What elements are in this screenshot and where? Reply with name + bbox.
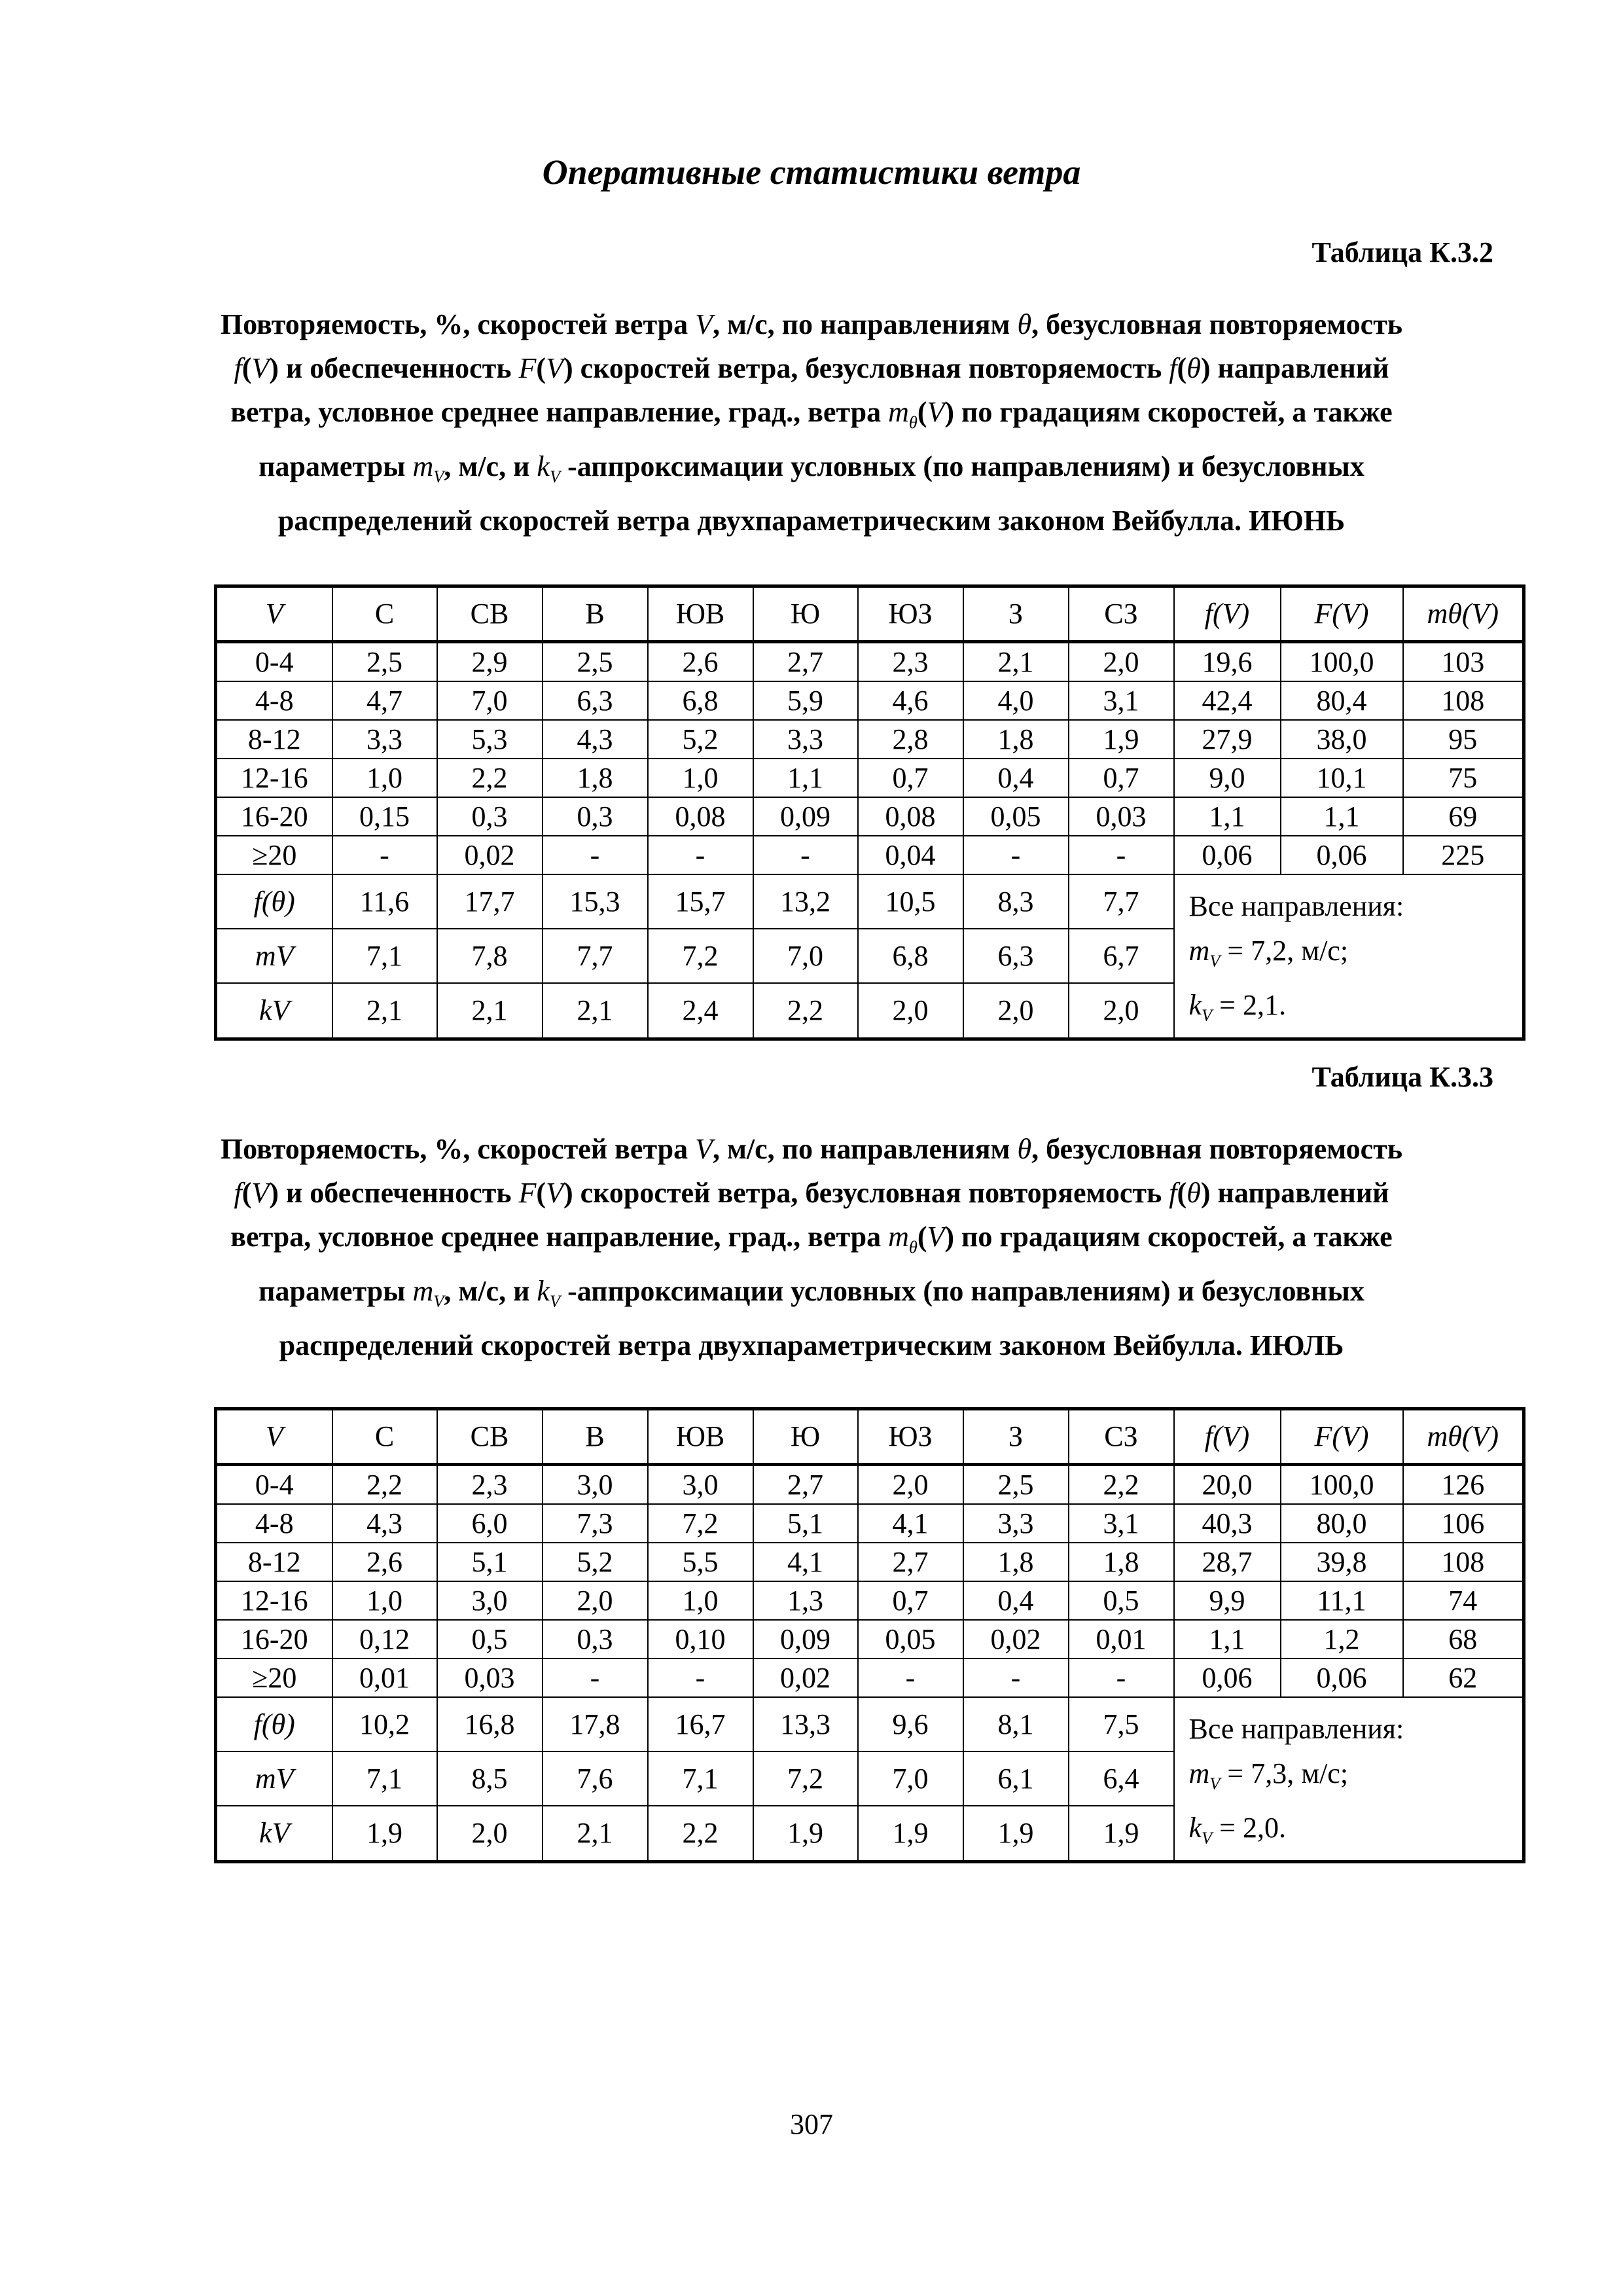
table-cell: 2,1 [437,983,543,1039]
table-cell: 108 [1403,681,1524,720]
table-cell: 17,8 [543,1697,648,1751]
column-header: mθ(V) [1403,1409,1524,1465]
table-cell: 1,1 [1174,1620,1281,1659]
table-cell: - [543,836,648,874]
column-header: ЮЗ [858,1409,963,1465]
table-cell: 7,7 [1069,874,1174,929]
table-cell: 74 [1403,1581,1524,1620]
speed-gradation: ≥20 [216,836,332,874]
table-cell: 1,9 [963,1806,1069,1861]
column-header: З [963,586,1069,642]
table-cell: 0,10 [648,1620,753,1659]
all-directions-summary [1174,1697,1524,1861]
table-cell: 7,0 [753,929,858,983]
table-cell: 2,5 [963,1465,1069,1505]
table-cell: 1,0 [332,759,437,797]
table-cell: 1,8 [963,1543,1069,1581]
table-cell: 80,4 [1281,681,1403,720]
table-row [216,797,1524,836]
speed-gradation: 4-8 [216,681,332,720]
table-cell: 8,5 [437,1751,543,1806]
speed-gradation: 16-20 [216,797,332,836]
table-cell: 3,0 [543,1465,648,1505]
table-cell: - [753,836,858,874]
table-cell: 6,4 [1069,1751,1174,1806]
month-label: ИЮЛЬ [1249,1329,1344,1361]
table-cell: 0,5 [1069,1581,1174,1620]
table-cell: 10,1 [1281,759,1403,797]
row-label: f(θ) [216,1697,332,1751]
table-number: Таблица К.3.3 [1311,1061,1493,1093]
speed-gradation: 4-8 [216,1504,332,1543]
table-cell: 2,2 [437,759,543,797]
table-cell: 2,7 [858,1543,963,1581]
table-cell: 1,8 [543,759,648,797]
table-cell: 1,0 [648,1581,753,1620]
column-header: В [543,586,648,642]
table-row [216,681,1524,720]
table-cell: 4,1 [753,1543,858,1581]
table-cell: 2,1 [543,983,648,1039]
column-header: V [216,586,332,642]
table-cell: 0,3 [543,797,648,836]
table-cell: 6,3 [543,681,648,720]
table-cell: 0,05 [963,797,1069,836]
table-cell: 2,0 [858,983,963,1039]
table-cell: 1,8 [1069,1543,1174,1581]
table-cell: - [963,836,1069,874]
table-cell: - [1069,1659,1174,1697]
table-cell: 39,8 [1281,1543,1403,1581]
column-header: СВ [437,1409,543,1465]
table-cell: 1,9 [1069,1806,1174,1861]
table-cell: 1,9 [753,1806,858,1861]
all-directions-kv: $k_V = 2,0$. [1188,1811,1286,1848]
table-cell: 2,5 [332,642,437,682]
table-cell: 0,02 [753,1659,858,1697]
table-cell: 0,09 [753,797,858,836]
column-header: F(V) [1281,1409,1403,1465]
column-header: Ю [753,1409,858,1465]
table-cell: 80,0 [1281,1504,1403,1543]
table-cell: 40,3 [1174,1504,1281,1543]
row-label: mV [216,1751,332,1806]
table-cell: 0,06 [1174,836,1281,874]
table-cell: 2,6 [332,1543,437,1581]
table-cell: 1,1 [753,759,858,797]
table-cell: 5,1 [437,1543,543,1581]
table-cell: 7,1 [648,1751,753,1806]
table-cell: 1,0 [332,1581,437,1620]
header-row [216,586,1524,642]
table-cell: 0,15 [332,797,437,836]
table-cell: 0,06 [1281,1659,1403,1697]
table-cell: 0,08 [648,797,753,836]
all-directions-summary [1174,874,1524,1039]
table-cell: 1,9 [1069,720,1174,759]
table-cell: 7,8 [437,929,543,983]
table-cell: 6,7 [1069,929,1174,983]
table-cell: 2,1 [543,1806,648,1861]
table-caption: Повторяемость, %, скоростей ветра V, м/с, по направлениям θ, безусловная повторяемость f(V) и обеспеченность F(V) скоростей ветра, безусловная повторяемость f(θ) направлений ветра, условное среднее направление, град., ветра $m_\theta(V)$ по градациям скоростей, а также параметры $m_V$, м/с, и $k_V$ -аппроксимации условных (по направлениям) и безусловных распределений скоростей ветра двухпараметрическим законом Вейбулла. ИЮНЬ [220,308,1403,537]
table-cell: 0,09 [753,1620,858,1659]
table-cell: 9,0 [1174,759,1281,797]
table-cell: - [858,1659,963,1697]
table-cell: 4,7 [332,681,437,720]
table-cell: 5,1 [753,1504,858,1543]
table-cell: 100,0 [1281,642,1403,682]
table-cell: 0,06 [1281,836,1403,874]
table-cell: 2,5 [543,642,648,682]
table-cell: 0,4 [963,759,1069,797]
column-header: СЗ [1069,1409,1174,1465]
table-cell: 6,0 [437,1504,543,1543]
table-cell: 2,1 [332,983,437,1039]
table-cell: 0,12 [332,1620,437,1659]
table-cell: 7,2 [648,929,753,983]
table-cell: 7,5 [1069,1697,1174,1751]
table-cell: 4,6 [858,681,963,720]
column-header: F(V) [1281,586,1403,642]
table-cell: 0,7 [1069,759,1174,797]
column-header: V [216,1409,332,1465]
table-cell: 16,8 [437,1697,543,1751]
table-cell: 5,3 [437,720,543,759]
table-cell: 0,4 [963,1581,1069,1620]
table-cell: 20,0 [1174,1465,1281,1505]
table-cell: 2,9 [437,642,543,682]
table-cell: 2,4 [648,983,753,1039]
table-cell: 7,3 [543,1504,648,1543]
table-cell: 4,0 [963,681,1069,720]
table-row [216,1659,1524,1697]
table-cell: 2,0 [543,1581,648,1620]
table-cell: - [1069,836,1174,874]
speed-gradation: 12-16 [216,759,332,797]
table-cell: 108 [1403,1543,1524,1581]
table-cell: 69 [1403,797,1524,836]
all-directions-mv: $m_V = 7,2$, м/с; [1188,935,1349,971]
table-cell: 3,1 [1069,1504,1174,1543]
table-cell: 0,06 [1174,1659,1281,1697]
table-cell: 10,2 [332,1697,437,1751]
table-cell: 2,7 [753,1465,858,1505]
table-cell: 1,9 [858,1806,963,1861]
wind-statistics-table [214,1407,1525,1863]
table-cell: 1,0 [648,759,753,797]
table-cell: - [543,1659,648,1697]
table-cell: 8,1 [963,1697,1069,1751]
wind-statistics-table [214,584,1525,1041]
table-cell: 1,8 [963,720,1069,759]
all-directions-title: Все направления: [1188,1713,1404,1745]
table-cell: - [963,1659,1069,1697]
table-cell: 0,05 [858,1620,963,1659]
all-directions-mv: $m_V = 7,3$, м/с; [1188,1757,1349,1793]
table-cell: 126 [1403,1465,1524,1505]
table-cell: 11,1 [1281,1581,1403,1620]
column-header: С [332,586,437,642]
table-cell: 10,5 [858,874,963,929]
table-caption: Повторяемость, %, скоростей ветра V, м/с, по направлениям θ, безусловная повторяемость f(V) и обеспеченность F(V) скоростей ветра, безусловная повторяемость f(θ) направлений ветра, условное среднее направление, град., ветра $m_\theta(V)$ по градациям скоростей, а также параметры $m_V$, м/с, и $k_V$ -аппроксимации условных (по направлениям) и безусловных распределений скоростей ветра двухпараметрическим законом Вейбулла. ИЮЛЬ [220,1133,1403,1361]
table-cell: 5,2 [543,1543,648,1581]
table-cell: 2,0 [1069,642,1174,682]
table-cell: 7,0 [858,1751,963,1806]
column-header: Ю [753,586,858,642]
table-cell: 1,1 [1281,797,1403,836]
column-header: С [332,1409,437,1465]
table-row [216,720,1524,759]
column-header: В [543,1409,648,1465]
table-cell: 1,2 [1281,1620,1403,1659]
row-label: kV [216,983,332,1039]
table-cell: 6,3 [963,929,1069,983]
table-cell: 0,7 [858,1581,963,1620]
speed-gradation: ≥20 [216,1659,332,1697]
table-cell: 0,01 [332,1659,437,1697]
section-title: Оперативные статистики ветра [542,152,1081,192]
table-cell: 6,8 [858,929,963,983]
table-cell: 2,2 [332,1465,437,1505]
table-cell: 2,7 [753,642,858,682]
table-cell: 95 [1403,720,1524,759]
table-cell: 2,0 [437,1806,543,1861]
column-header: З [963,1409,1069,1465]
table-cell: 5,2 [648,720,753,759]
table-row [216,1581,1524,1620]
table-cell: 42,4 [1174,681,1281,720]
table-row [216,1465,1524,1505]
table-cell: 0,5 [437,1620,543,1659]
table-cell: 4,3 [543,720,648,759]
table-cell: 225 [1403,836,1524,874]
header-row [216,1409,1524,1465]
table-cell: 6,1 [963,1751,1069,1806]
table-cell: 7,7 [543,929,648,983]
column-header: f(V) [1174,1409,1281,1465]
column-header: СЗ [1069,586,1174,642]
column-header: ЮЗ [858,586,963,642]
table-cell: 0,08 [858,797,963,836]
row-label: f(θ) [216,874,332,929]
table-cell: 19,6 [1174,642,1281,682]
table-cell: 28,7 [1174,1543,1281,1581]
table-row [216,1620,1524,1659]
table-cell: 106 [1403,1504,1524,1543]
row-label: kV [216,1806,332,1861]
table-cell: 13,2 [753,874,858,929]
table-cell: 5,9 [753,681,858,720]
table-cell: 0,01 [1069,1620,1174,1659]
table-cell: 27,9 [1174,720,1281,759]
table-cell: 7,2 [753,1751,858,1806]
table-cell: 7,0 [437,681,543,720]
column-header: f(V) [1174,586,1281,642]
table-cell: 9,6 [858,1697,963,1751]
table-cell: 1,3 [753,1581,858,1620]
speed-gradation: 12-16 [216,1581,332,1620]
speed-gradation: 8-12 [216,720,332,759]
month-label: ИЮНЬ [1249,504,1346,537]
table-row [216,836,1524,874]
table-cell: 15,7 [648,874,753,929]
all-directions-title: Все направления: [1188,890,1404,922]
f-theta-row [216,874,1524,929]
table-cell: 2,1 [963,642,1069,682]
table-cell: - [648,836,753,874]
table-cell: 3,3 [332,720,437,759]
table-cell: 7,6 [543,1751,648,1806]
column-header: СВ [437,586,543,642]
table-cell: 2,2 [753,983,858,1039]
table-cell: 0,3 [543,1620,648,1659]
table-row [216,1504,1524,1543]
all-directions-kv: $k_V = 2,1$. [1188,988,1286,1025]
table-cell: 103 [1403,642,1524,682]
column-header: ЮВ [648,586,753,642]
table-cell: 4,1 [858,1504,963,1543]
table-cell: - [332,836,437,874]
table-cell: 0,7 [858,759,963,797]
table-cell: 17,7 [437,874,543,929]
table-row [216,1543,1524,1581]
table-cell: 3,0 [437,1581,543,1620]
table-cell: 11,6 [332,874,437,929]
table-row [216,642,1524,682]
page-number: 307 [790,2108,833,2140]
table-cell: 0,02 [437,836,543,874]
table-cell: 2,6 [648,642,753,682]
table-cell: 0,03 [1069,797,1174,836]
table-cell: 0,04 [858,836,963,874]
table-cell: 2,8 [858,720,963,759]
table-cell: 16,7 [648,1697,753,1751]
speed-gradation: 8-12 [216,1543,332,1581]
table-cell: 2,0 [1069,983,1174,1039]
table-cell: 3,3 [963,1504,1069,1543]
table-cell: 2,2 [648,1806,753,1861]
column-header: mθ(V) [1403,586,1524,642]
f-theta-row [216,1697,1524,1751]
table-cell: 0,02 [963,1620,1069,1659]
table-cell: 75 [1403,759,1524,797]
table-cell: 13,3 [753,1697,858,1751]
speed-gradation: 0-4 [216,642,332,682]
table-number: Таблица К.3.2 [1311,236,1493,268]
table-cell: 6,8 [648,681,753,720]
table-cell: 9,9 [1174,1581,1281,1620]
table-cell: 4,3 [332,1504,437,1543]
table-cell: 2,2 [1069,1465,1174,1505]
table-cell: 2,0 [858,1465,963,1505]
table-cell: 0,03 [437,1659,543,1697]
column-header: ЮВ [648,1409,753,1465]
table-row [216,759,1524,797]
table-cell: 2,3 [858,642,963,682]
table-cell: 100,0 [1281,1465,1403,1505]
row-label: mV [216,929,332,983]
table-cell: 2,0 [963,983,1069,1039]
table-cell: 2,3 [437,1465,543,1505]
table-cell: 8,3 [963,874,1069,929]
speed-gradation: 0-4 [216,1465,332,1505]
table-cell: 3,3 [753,720,858,759]
table-cell: - [648,1659,753,1697]
table-cell: 1,1 [1174,797,1281,836]
table-cell: 5,5 [648,1543,753,1581]
table-cell: 3,1 [1069,681,1174,720]
table-cell: 38,0 [1281,720,1403,759]
table-cell: 1,9 [332,1806,437,1861]
speed-gradation: 16-20 [216,1620,332,1659]
table-cell: 68 [1403,1620,1524,1659]
table-cell: 0,3 [437,797,543,836]
table-cell: 3,0 [648,1465,753,1505]
table-cell: 15,3 [543,874,648,929]
table-cell: 7,1 [332,929,437,983]
table-cell: 62 [1403,1659,1524,1697]
table-cell: 7,2 [648,1504,753,1543]
table-cell: 7,1 [332,1751,437,1806]
